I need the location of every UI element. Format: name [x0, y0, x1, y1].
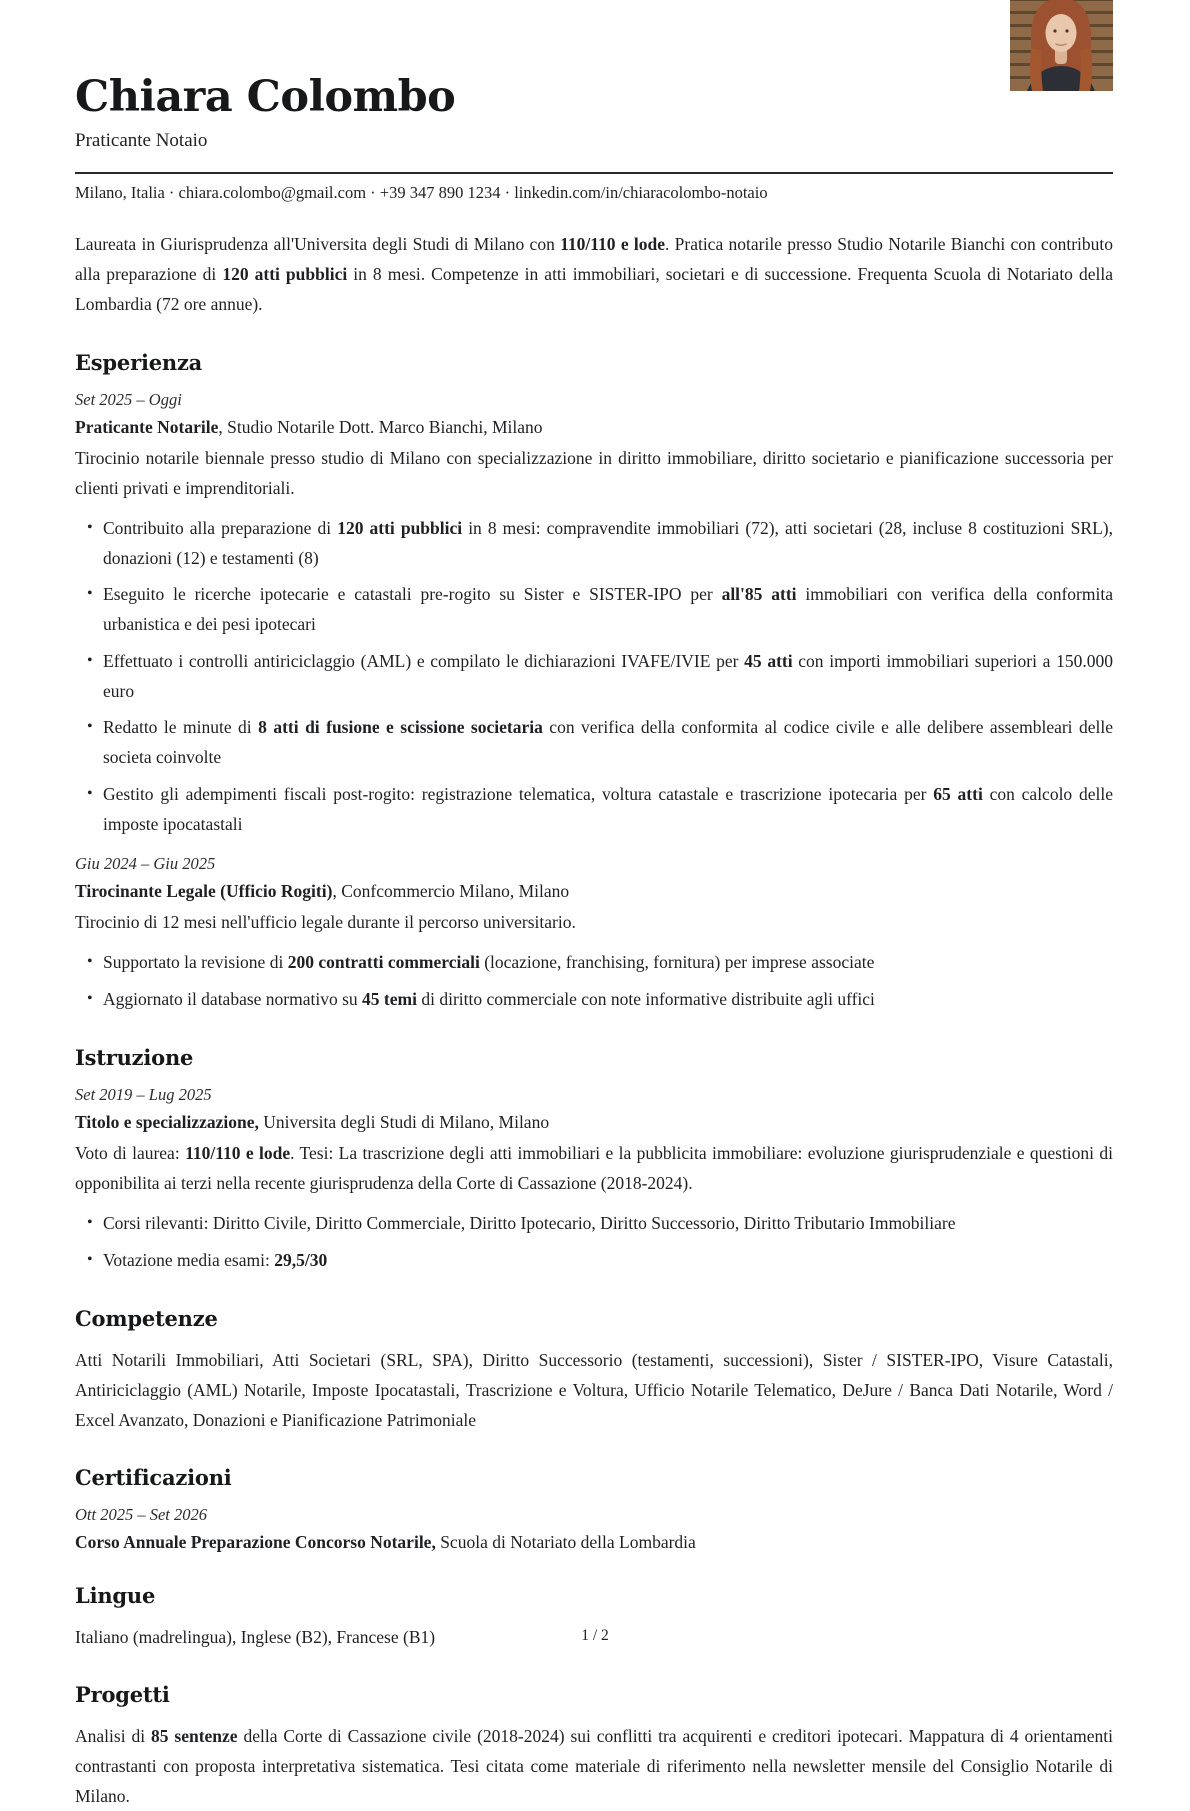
text-segment: in 8 mesi. Competenze in atti immobiliari, societari e di successione. Frequenta Scuola di Notariato della Lombardia (72 ore annue).	[75, 264, 1113, 315]
contact-line: Milano, Italia · chiara.colombo@gmail.com · +39 347 890 1234 · linkedin.com/in/chiaracolombo-notaio	[75, 183, 768, 203]
emphasized-text: 45 atti	[744, 650, 793, 671]
text-segment: Tirocinio notarile biennale presso studio di Milano con specializzazione in diritto immobiliare, diritto societario e pianificazione successoria per clienti privati e imprenditoriali.	[75, 447, 1113, 498]
section-paragraph	[75, 1721, 1113, 1811]
resume-body	[75, 350, 1113, 1811]
entry-title: Tirocinante Legale (Ufficio Rogiti)	[75, 881, 333, 902]
bullet-list	[75, 514, 1113, 840]
profile-photo-illustration	[1010, 0, 1113, 91]
entry-title-line	[75, 417, 1113, 438]
bullet-item	[75, 580, 1113, 640]
section-heading: Progetti	[75, 1681, 170, 1707]
emphasized-text: 85 sentenze	[150, 1725, 238, 1746]
header-divider	[75, 172, 1113, 174]
text-segment: Gestito gli adempimenti fiscali post-rogito: registrazione telematica, voltura catastale e trascrizione ipotecaria per	[103, 783, 934, 804]
section-heading: Lingue	[75, 1582, 156, 1608]
text-segment: con calcolo delle imposte ipocatastali	[103, 783, 1113, 834]
text-segment: Italiano (madrelingua), Inglese (B2), Francese (B1)	[75, 1626, 436, 1647]
emphasized-text: 110/110 e lode	[185, 1142, 291, 1163]
text-segment: Effettuato i controlli antiriciclaggio (AML) e compilato le dichiarazioni IVAFE/IVIE per	[103, 650, 745, 671]
section-heading: Esperienza	[75, 349, 203, 375]
text-segment: immobiliari con verifica della conformita urbanistica e dei pesi ipotecari	[103, 584, 1113, 635]
text-segment: Voto di laurea:	[75, 1142, 186, 1163]
emphasized-text: 29,5/30	[274, 1249, 328, 1270]
text-segment: . Tesi: La trascrizione degli atti immobiliari e la pubblicita immobiliare: evoluzione giurisprudenziale e questioni di opponibilita ai terzi nella recente giurisprudenza della Corte di Cassazione (2018-2024).	[75, 1142, 1114, 1193]
entry-title-line	[75, 881, 1113, 902]
bullet-list	[75, 948, 1113, 1015]
text-segment: di diritto commerciale con note informative distribuite agli uffici	[416, 989, 875, 1010]
entry-date: Ott 2025 – Set 2026	[75, 1504, 207, 1524]
entry-organization: Scuola di Notariato della Lombardia	[435, 1531, 696, 1552]
text-segment: Redatto le minute di	[103, 717, 259, 738]
text-segment: (locazione, franchising, fornitura) per imprese associate	[479, 952, 875, 973]
text-segment: Contribuito alla preparazione di	[103, 517, 338, 538]
bullet-list	[75, 1209, 1113, 1276]
entry-title-line	[75, 1112, 1113, 1133]
entry-date: Set 2019 – Lug 2025	[75, 1084, 212, 1104]
profile-photo	[1010, 0, 1113, 91]
text-segment: in 8 mesi: compravendite immobiliari (72), atti societari (28, incluse 8 costituzioni SRL), donazioni (12) e testamenti (8)	[103, 517, 1113, 568]
bullet-item	[75, 948, 1113, 978]
entry-description	[75, 907, 1113, 937]
text-segment: Aggiornato il database normativo su	[103, 989, 363, 1010]
emphasized-text: 200 contratti commerciali	[287, 952, 480, 973]
bullet-item	[75, 1246, 1113, 1276]
summary-paragraph	[75, 229, 1113, 319]
emphasized-text: 120 atti pubblici	[222, 264, 348, 285]
page-number: 1 / 2	[581, 1627, 609, 1644]
entry-description	[75, 443, 1113, 503]
text-segment: Analisi di	[75, 1725, 151, 1746]
entry-title-line	[75, 1532, 1113, 1553]
entry-description	[75, 1138, 1113, 1198]
resume-header	[75, 0, 1113, 152]
person-name: Chiara Colombo	[75, 72, 456, 122]
section-heading: Competenze	[75, 1305, 218, 1331]
emphasized-text: 8 atti di fusione e scissione societaria	[258, 717, 543, 738]
section-heading: Certificazioni	[75, 1464, 232, 1490]
entry-organization: , Studio Notarile Dott. Marco Bianchi, Milano	[218, 416, 543, 437]
bullet-item	[75, 713, 1113, 773]
section-heading: Istruzione	[75, 1044, 194, 1070]
bullet-item	[75, 780, 1113, 840]
text-segment: Atti Notarili Immobiliari, Atti Societari (SRL, SPA), Diritto Successorio (testamenti, successioni), Sister / SISTER-IPO, Visure Catastali, Antiriciclaggio (AML) Notarile, Imposte Ipocatastali, Trascrizione e Voltura, Ufficio Notarile Telematico, DeJure / Banca Dati Notarile, Word / Excel Avanzato, Donazioni e Pianificazione Patrimoniale	[75, 1349, 1113, 1430]
bullet-item	[75, 985, 1113, 1015]
text-segment: . Pratica notarile presso Studio Notarile Bianchi con contributo alla preparazione di	[75, 234, 1113, 285]
bullet-item	[75, 647, 1113, 707]
text-segment: Eseguito le ricerche ipotecarie e catastali pre-rogito su Sister e SISTER-IPO per	[103, 584, 722, 605]
entry-title: Titolo e specializzazione,	[75, 1111, 259, 1132]
bullet-item	[75, 1209, 1113, 1239]
text-segment: Corsi rilevanti: Diritto Civile, Diritto Commerciale, Diritto Ipotecario, Diritto Successorio, Diritto Tributario Immobiliare	[103, 1213, 956, 1234]
entry-date: Set 2025 – Oggi	[75, 389, 182, 409]
text-segment: Supportato la revisione di	[103, 952, 288, 973]
entry-title: Corso Annuale Preparazione Concorso Notarile,	[75, 1531, 436, 1552]
emphasized-text: 45 temi	[362, 989, 417, 1010]
text-segment: con verifica della conformita al codice civile e alle delibere assembleari delle societa coinvolte	[103, 717, 1114, 768]
section-paragraph	[75, 1345, 1113, 1435]
entry-date: Giu 2024 – Giu 2025	[75, 854, 216, 874]
emphasized-text: all'85 atti	[721, 584, 797, 605]
emphasized-text: 110/110 e lode	[560, 234, 665, 255]
entry-organization: , Confcommercio Milano, Milano	[332, 881, 570, 902]
text-segment: Laureata in Giurisprudenza all'Universita degli Studi di Milano con	[75, 234, 561, 255]
entry-title: Praticante Notarile	[75, 416, 219, 437]
text-segment: Votazione media esami:	[103, 1249, 275, 1270]
emphasized-text: 120 atti pubblici	[337, 517, 463, 538]
person-job-title: Praticante Notaio	[75, 130, 208, 152]
text-segment: con importi immobiliari superiori a 150.000 euro	[103, 650, 1113, 701]
text-segment: della Corte di Cassazione civile (2018-2024) sui conflitti tra acquirenti e creditori ipotecari. Mappatura di 4 orientamenti contrastanti con proposta interpretativa sistematica. Tesi citata come materiale di riferimento nella newsletter mensile del Consiglio Notarile di Milano.	[75, 1725, 1113, 1807]
entry-organization: Universita degli Studi di Milano, Milano	[258, 1111, 550, 1132]
bullet-item	[75, 514, 1113, 574]
text-segment: Tirocinio di 12 mesi nell'ufficio legale durante il percorso universitario.	[75, 912, 576, 933]
emphasized-text: 65 atti	[933, 783, 983, 804]
